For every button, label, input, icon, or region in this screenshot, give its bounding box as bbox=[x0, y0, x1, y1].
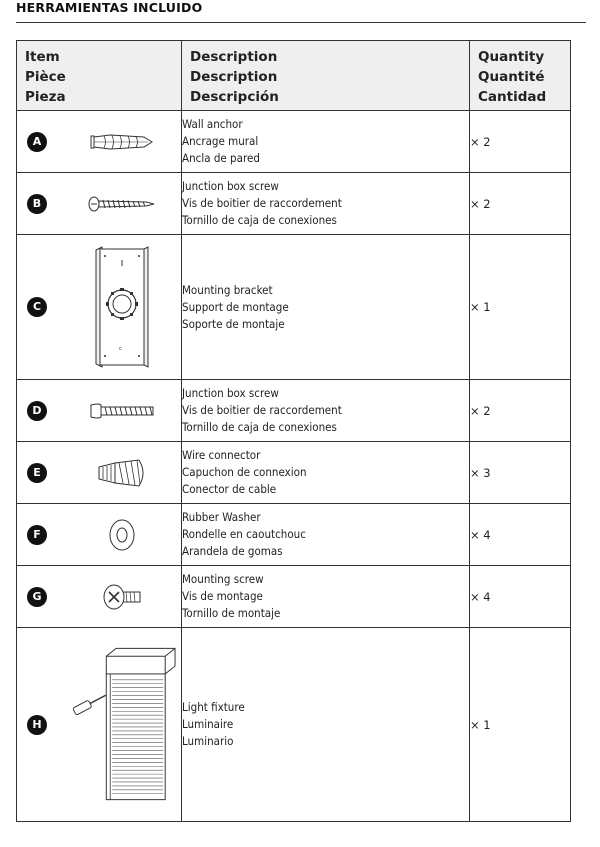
quantity-cell: × 4 bbox=[470, 504, 571, 566]
quantity-cell: × 2 bbox=[470, 380, 571, 442]
header-description-fr: Description bbox=[190, 69, 278, 85]
description-cell bbox=[182, 173, 470, 235]
header-description-en: Description bbox=[190, 49, 278, 65]
parts-table bbox=[16, 40, 571, 822]
junction-box-screw-icon bbox=[67, 380, 177, 441]
description-cell bbox=[182, 442, 470, 504]
header-description-es: Descripción bbox=[190, 89, 279, 105]
item-letter-badge: B bbox=[27, 194, 47, 214]
item-letter-badge: C bbox=[27, 297, 47, 317]
item-cell bbox=[17, 380, 182, 442]
desc-en: Junction box screw bbox=[182, 386, 279, 400]
description-cell bbox=[182, 111, 470, 173]
header-quantity bbox=[470, 41, 571, 111]
table-row bbox=[17, 380, 571, 442]
header-item-fr: Pièce bbox=[25, 69, 66, 85]
table-row bbox=[17, 235, 571, 380]
quantity-cell: × 1 bbox=[470, 628, 571, 822]
item-letter-badge: E bbox=[27, 463, 47, 483]
desc-es: Tornillo de caja de conexiones bbox=[182, 420, 337, 434]
table-row bbox=[17, 111, 571, 173]
desc-fr: Vis de boitier de raccordement bbox=[182, 196, 342, 210]
heading-divider bbox=[16, 22, 586, 23]
description-cell bbox=[182, 380, 470, 442]
quantity-cell: × 1 bbox=[470, 235, 571, 380]
header-description bbox=[182, 41, 470, 111]
desc-es: Tornillo de caja de conexiones bbox=[182, 213, 337, 227]
item-letter-badge: F bbox=[27, 525, 47, 545]
item-cell bbox=[17, 566, 182, 628]
desc-en: Light fixture bbox=[182, 700, 245, 714]
quantity-cell: × 4 bbox=[470, 566, 571, 628]
desc-fr: Capuchon de connexion bbox=[182, 465, 307, 479]
description-cell bbox=[182, 566, 470, 628]
desc-fr: Ancrage mural bbox=[182, 134, 259, 148]
item-cell bbox=[17, 173, 182, 235]
desc-en: Wall anchor bbox=[182, 117, 243, 131]
desc-es: Luminario bbox=[182, 734, 234, 748]
table-row bbox=[17, 173, 571, 235]
table-row bbox=[17, 504, 571, 566]
junction-box-screw-icon bbox=[67, 173, 177, 234]
quantity-cell: × 2 bbox=[470, 173, 571, 235]
header-item bbox=[17, 41, 182, 111]
table-header-row bbox=[17, 41, 571, 111]
header-item-es: Pieza bbox=[25, 89, 66, 105]
desc-en: Junction box screw bbox=[182, 179, 279, 193]
wire-connector-icon bbox=[67, 442, 177, 503]
table-row bbox=[17, 442, 571, 504]
header-quantity-fr: Quantité bbox=[478, 69, 545, 85]
item-cell bbox=[17, 504, 182, 566]
rubber-washer-icon bbox=[67, 504, 177, 565]
desc-en: Wire connector bbox=[182, 448, 261, 462]
desc-en: Mounting bracket bbox=[182, 282, 273, 297]
mounting-bracket-icon bbox=[67, 235, 177, 379]
desc-en: Mounting screw bbox=[182, 572, 264, 586]
desc-fr: Support de montage bbox=[182, 299, 289, 314]
item-cell bbox=[17, 111, 182, 173]
item-letter-badge: A bbox=[27, 132, 47, 152]
table-row bbox=[17, 566, 571, 628]
description-cell bbox=[182, 628, 470, 822]
item-cell bbox=[17, 235, 182, 380]
item-letter-badge: H bbox=[27, 715, 47, 735]
desc-fr: Luminaire bbox=[182, 717, 234, 731]
desc-es: Arandela de gomas bbox=[182, 544, 283, 558]
table-row bbox=[17, 628, 571, 822]
header-item-en: Item bbox=[25, 49, 60, 65]
page-heading: HERRAMIENTAS INCLUIDO bbox=[16, 0, 203, 15]
desc-fr: Rondelle en caoutchouc bbox=[182, 527, 306, 541]
desc-es: Ancla de pared bbox=[182, 151, 260, 165]
desc-en: Rubber Washer bbox=[182, 510, 261, 524]
wall-anchor-icon bbox=[67, 111, 177, 172]
item-letter-badge: G bbox=[27, 587, 47, 607]
quantity-cell: × 2 bbox=[470, 111, 571, 173]
desc-es: Soporte de montaje bbox=[182, 316, 285, 331]
description-cell bbox=[182, 235, 470, 380]
light-fixture-icon bbox=[67, 628, 177, 821]
quantity-cell: × 3 bbox=[470, 442, 571, 504]
desc-es: Conector de cable bbox=[182, 482, 277, 496]
desc-es: Tornillo de montaje bbox=[182, 606, 281, 620]
item-cell bbox=[17, 442, 182, 504]
header-quantity-es: Cantidad bbox=[478, 89, 547, 105]
svg-text:c: c bbox=[119, 346, 122, 352]
desc-fr: Vis de montage bbox=[182, 589, 263, 603]
item-letter-badge: D bbox=[27, 401, 47, 421]
item-cell bbox=[17, 628, 182, 822]
header-quantity-en: Quantity bbox=[478, 49, 545, 65]
desc-fr: Vis de boitier de raccordement bbox=[182, 403, 342, 417]
mounting-screw-icon bbox=[67, 566, 177, 627]
description-cell bbox=[182, 504, 470, 566]
